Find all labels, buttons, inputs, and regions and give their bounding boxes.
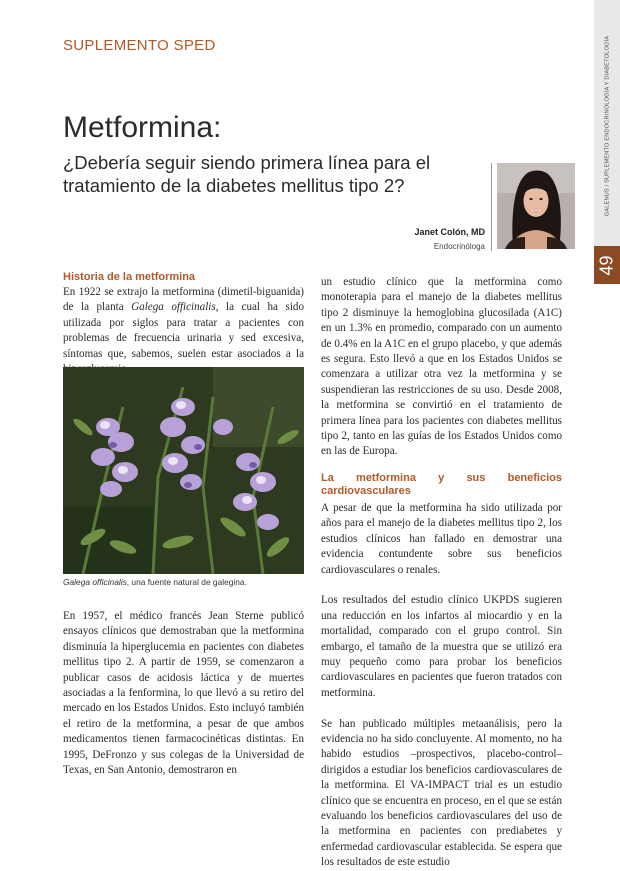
body-paragraph: un estudio clínico que la metformina como monoterapia para el manejo de la diabetes mellitus tipo 2 disminuye la hemoglobina glucosilada (A1C) en un 1.3% en promedio, comparado con un aumento de 0.4% en la A1C en el grupo placebo, y que además es segura. Esto llevó a que en los Estados Unidos se comenzara a utilizar otra vez la metformina y se suspendieran las restricciones de su uso. Desde 2008, la metformina se convirtió en el tratamiento de primera línea para los pacientes con diabetes mellitus tipo 2, tanto en las guías de los Estados Unidos como en las de Europa. bbox=[321, 276, 562, 458]
galega-officinalis-photo bbox=[63, 367, 304, 574]
body-paragraph: Se han publicado múltiples metaanálisis, pero la evidencia no ha sido concluyente. Al momento, no ha habido estudios –prospectivos, placebo-control– dirigidos a estudiar los beneficios cardiovasculares de la metformina. El VA-IMPACT trial es un estudio clínico que se encuentra en proceso, en el que se están evaluando los beneficios cardiovasculares del uso de la metformina en pacientes con prediabetes y enfermedad cardiovascular establecida. Se espera que los resultados de este estudio bbox=[321, 717, 562, 869]
figure-caption: Galega officinalis, una fuente natural de galegina. bbox=[63, 577, 247, 587]
body-paragraph: En 1957, el médico francés Jean Sterne publicó ensayos clínicos que demostraban que la metformina disminuía la hiperglucemia en pacientes con diabetes mellitus tipo 2. A partir de 1959, se comenzaron a publicar casos de acidosis láctica y de muertes asociadas a la fenformina, lo que llevó a su retiro del mercado en los Estados Unidos. Esto incluyó también el retiro de la metformina, a pesar de que ambos medicamentos tienen farmacocinéticas distintas. En 1995, DeFronzo y sus colegas de la Universidad de Texas, en San Antonio, demostraron en bbox=[63, 610, 304, 777]
body-column-right bbox=[321, 275, 562, 871]
journal-name: GALENUS / SUPLEMENTO ENDOCRINOLOGÍA Y DIABETOLOGÍA bbox=[604, 35, 610, 217]
body-paragraph: Los resultados del estudio clínico UKPDS sugieren una reducción en los infartos al miocardio y en la mortalidad, comparado con el grupo control. Sin embargo, el tamaño de la muestra que se utilizó era muy pequeño como para probar los beneficios cardiovasculares en pacientes que fueron tratados con metformina. bbox=[321, 594, 562, 699]
body-column-left-top bbox=[63, 285, 304, 377]
article-subtitle: ¿Debería seguir siendo primera línea para el tratamiento de la diabetes mellitus tipo 2? bbox=[63, 152, 431, 196]
author-photo bbox=[497, 163, 575, 249]
article-title: Metformina: bbox=[63, 111, 222, 144]
section-heading-history: Historia de la metformina bbox=[63, 271, 196, 283]
page-number-tab bbox=[594, 246, 620, 284]
caption-species: Galega officinalis bbox=[63, 577, 127, 587]
body-column-left-bottom bbox=[63, 609, 304, 778]
journal-running-head bbox=[594, 8, 620, 244]
body-paragraph: En 1922 se extrajo la metformina (dimetil-biguanida) de la planta Galega officinalis, la cual ha sido utilizada por siglos para tratar a pacientes con problemas de frecuencia urinaria y sed excesiva, síntomas que, sabemos, suelen estar asociados a la bbox=[63, 286, 304, 360]
author-divider bbox=[491, 163, 492, 251]
species-name: Galega officinalis bbox=[131, 301, 216, 314]
author-role: Endocrinóloga bbox=[433, 242, 485, 251]
author-name: Janet Colón, MD bbox=[414, 227, 485, 237]
section-heading-cardio: La metformina y sus beneficios cardiovasculares bbox=[321, 471, 562, 498]
page-number: 49 bbox=[596, 254, 617, 276]
body-paragraph: A pesar de que la metformina ha sido utilizada por años para el manejo de la diabetes mellitus tipo 2, los estudios clínicos han fallado en demostrar una evidencia contundente sobre sus beneficios cardiovasculares o renales. bbox=[321, 501, 562, 576]
section-label: SUPLEMENTO SPED bbox=[63, 37, 216, 54]
